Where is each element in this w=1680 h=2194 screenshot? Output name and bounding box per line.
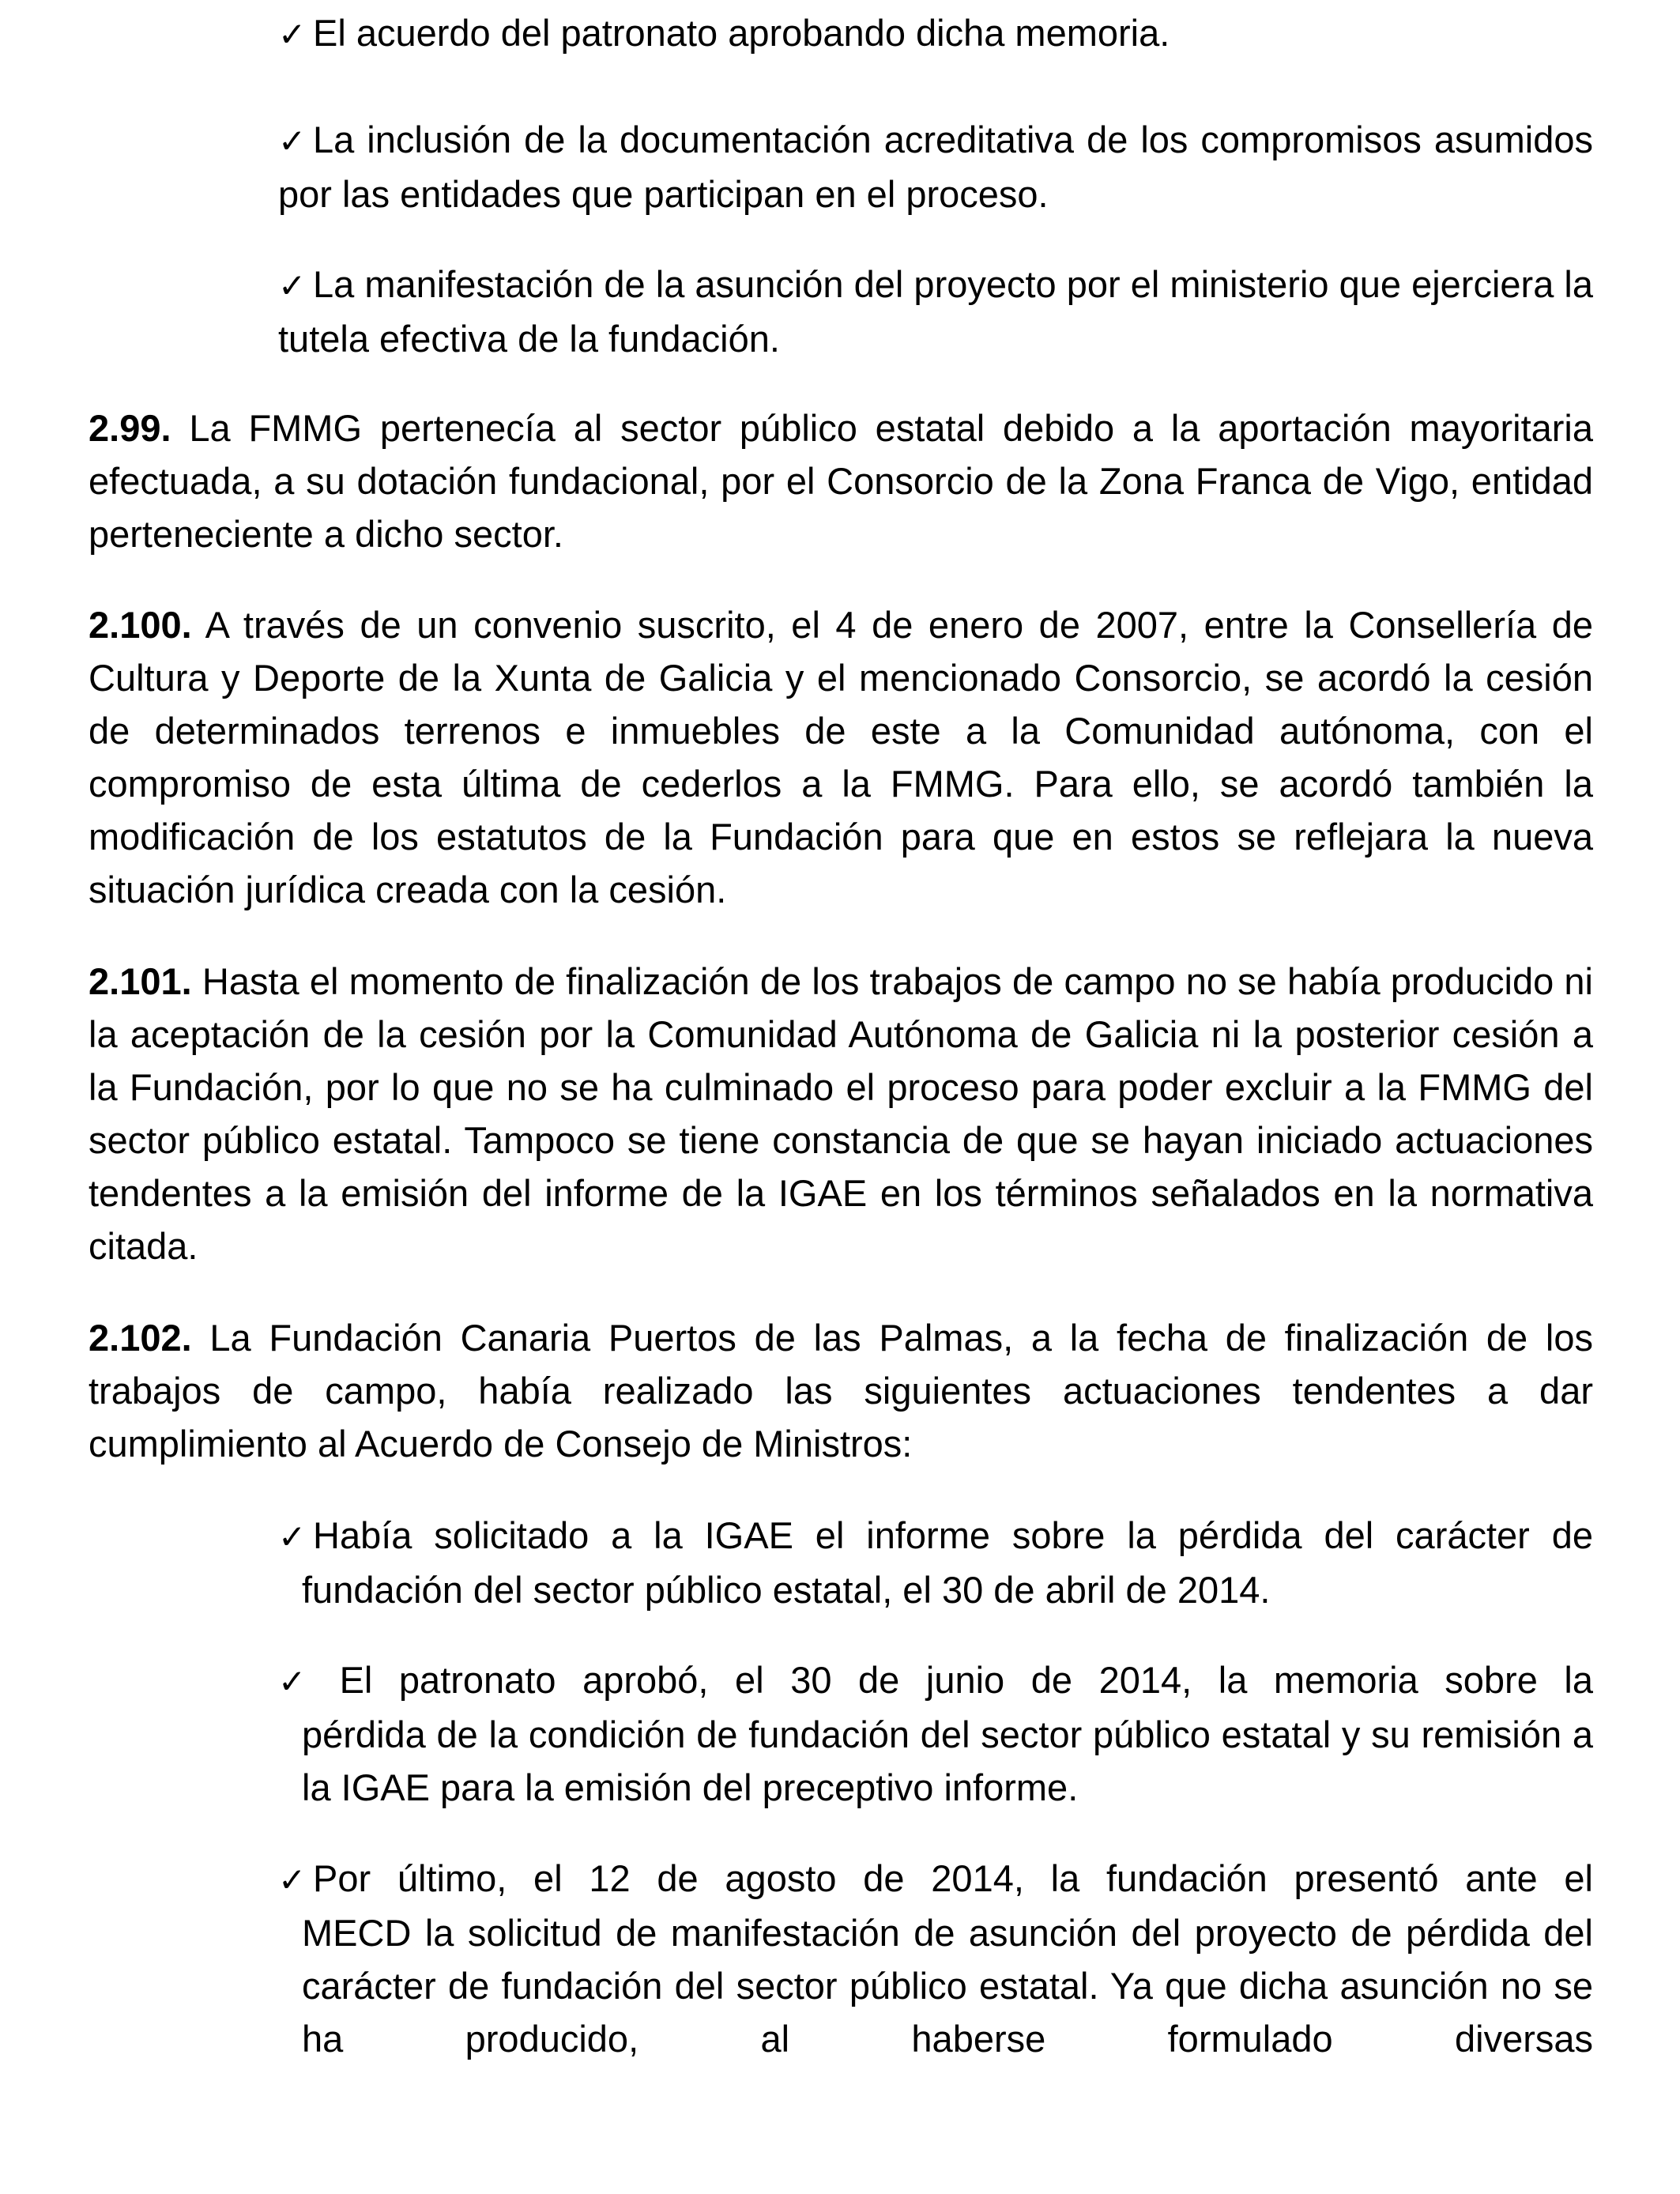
checklist-item: [278, 6, 1593, 61]
paragraph-number: 2.100.: [89, 604, 192, 646]
numbered-paragraph: [89, 598, 1593, 916]
checkmark-icon: ✓: [278, 122, 307, 160]
paragraph-text: Hasta el momento de finalización de los trabajos de campo no se había producido ni la aceptación de la cesión por la Comunidad Autónoma de Galicia ni la posterior cesión a la Fundación, por lo que no se ha culminado el proceso para poder excluir a la FMMG del sector público estatal. Tampoco se tiene constancia de que se hayan iniciado actuaciones tendentes a la emisión del informe de la IGAE en los términos señalados en la normativa citada.: [89, 960, 1593, 1267]
checklist-item-first-line: [278, 1653, 1593, 1708]
checklist-item-text: Por último, el 12 de agosto de 2014, la fundación presentó ante el: [313, 1857, 1593, 1899]
checklist-item: [278, 1509, 1593, 1616]
checklist-item-continuation: fundación del sector público estatal, el 30 de abril de 2014.: [302, 1569, 1271, 1611]
checkmark-icon: ✓: [278, 1517, 307, 1556]
checklist-item: [278, 1852, 1593, 2065]
checklist-item-first-line: [278, 1509, 1593, 1563]
paragraph-text: La Fundación Canaria Puertos de las Palmas, a la fecha de finalización de los trabajos de campo, había realizado las siguientes actuaciones tendentes a dar cumplimiento al Acuerdo de Consejo de Ministros:: [89, 1317, 1593, 1465]
checklist-item-text: La inclusión de la documentación acreditativa de los compromisos asumidos por las entidades que participan en el proceso.: [278, 119, 1593, 215]
checklist-item-first-line: [278, 1852, 1593, 1906]
numbered-paragraph: [89, 401, 1593, 560]
checklist-item-continuation: MECD la solicitud de manifestación de asunción del proyecto de pérdida del carácter de fundación del sector público estatal. Ya que dicha asunción no se ha producido, al haberse formulado diversas: [302, 1912, 1593, 2060]
paragraph-text: A través de un convenio suscrito, el 4 de enero de 2007, entre la Consellería de Cultura y Deporte de la Xunta de Galicia y el mencionado Consorcio, se acordó la cesión de determinados terrenos e inmuebles de este a la Comunidad autónoma, con el compromiso de esta última de cederlos a la FMMG. Para ello, se acordó también la modificación de los estatutos de la Fundación para que en estos se reflejara la nueva situación jurídica creada con la cesión.: [89, 604, 1593, 910]
paragraph-number: 2.101.: [89, 960, 192, 1002]
checkmark-icon: ✓: [278, 15, 307, 54]
checklist-item-text: El patronato aprobó, el 30 de junio de 2014, la memoria sobre la: [313, 1659, 1593, 1701]
checklist-item: [278, 1653, 1593, 1814]
checkmark-icon: ✓: [278, 266, 307, 305]
checklist-item-text: El acuerdo del patronato aprobando dicha memoria.: [313, 12, 1170, 54]
paragraph-number: 2.102.: [89, 1317, 192, 1359]
checklist-item: [278, 113, 1593, 221]
numbered-paragraph: [89, 1311, 1593, 1470]
checklist-item-continuation: pérdida de la condición de fundación del sector público estatal y su remisión a la IGAE para la emisión del preceptivo informe.: [302, 1713, 1593, 1808]
checklist-item-text: La manifestación de la asunción del proyecto por el ministerio que ejerciera la tutela efectiva de la fundación.: [278, 263, 1593, 360]
numbered-paragraph: [89, 955, 1593, 1272]
checkmark-icon: ✓: [278, 1662, 307, 1701]
checkmark-icon: ✓: [278, 1860, 307, 1899]
checklist-item: [278, 258, 1593, 365]
paragraph-text: La FMMG pertenecía al sector público estatal debido a la aportación mayoritaria efectuada, a su dotación fundacional, por el Consorcio de la Zona Franca de Vigo, entidad perteneciente a dicho sector.: [89, 407, 1593, 555]
paragraph-number: 2.99.: [89, 407, 171, 449]
checklist-item-text: Había solicitado a la IGAE el informe sobre la pérdida del carácter de: [313, 1514, 1593, 1556]
